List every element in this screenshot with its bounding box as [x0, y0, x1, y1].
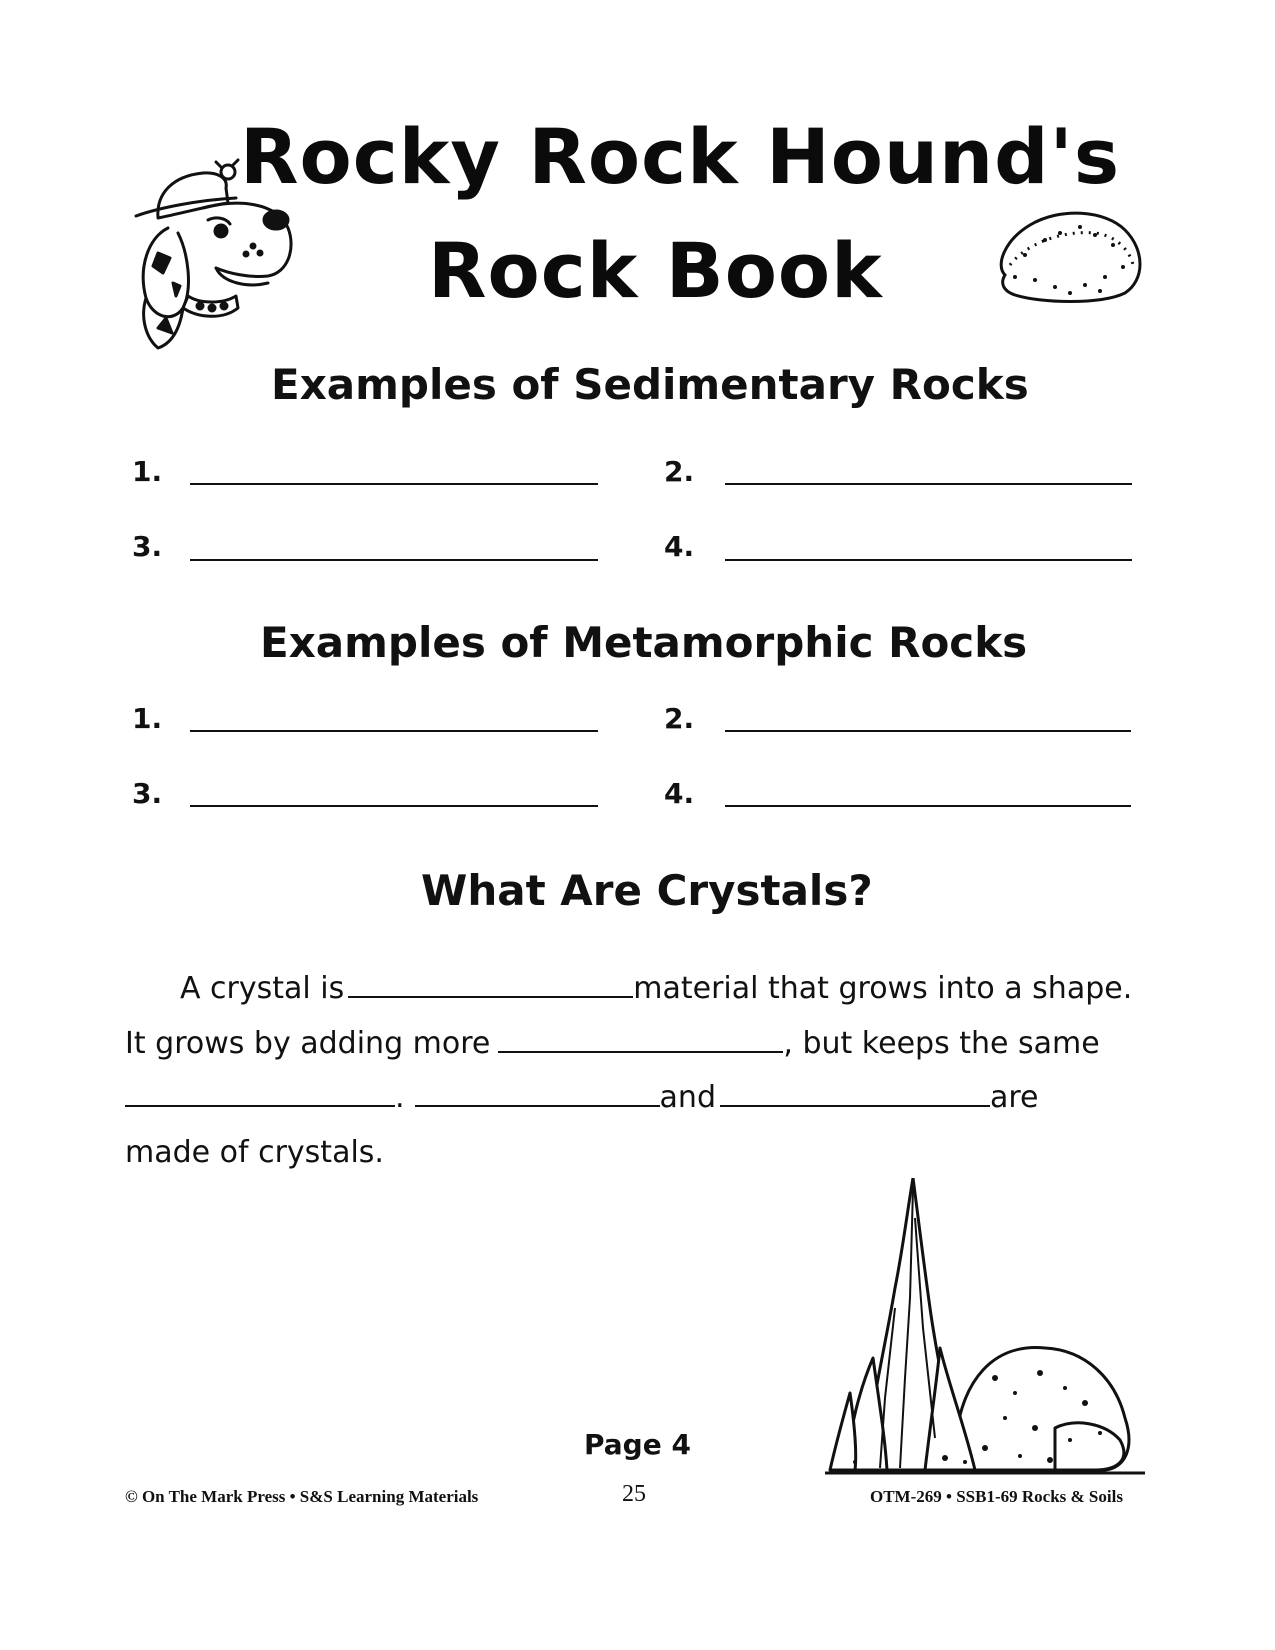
- crystal-blank-2[interactable]: [498, 1025, 783, 1053]
- crystal-blank-4[interactable]: [415, 1079, 660, 1107]
- page-number: 25: [622, 1481, 646, 1507]
- crystal-paragraph-line-4: [125, 1125, 1125, 1180]
- sed-number-4: 4.: [664, 530, 695, 563]
- met-answer-line-1[interactable]: [190, 730, 598, 732]
- footer-product-code: OTM-269 • SSB1-69 Rocks & Soils: [870, 1487, 1123, 1506]
- footer-publisher: © On The Mark Press • S&S Learning Materials: [125, 1487, 479, 1506]
- sed-answer-line-1[interactable]: [190, 483, 598, 485]
- crystal-blank-3[interactable]: [125, 1079, 395, 1107]
- crystal-text-4: made of crystals.: [125, 1135, 384, 1170]
- crystal-blank-1[interactable]: [348, 970, 633, 998]
- title-line-2: Rock Book: [428, 226, 883, 315]
- met-answer-line-4[interactable]: [725, 805, 1131, 807]
- met-number-2: 2.: [664, 702, 695, 735]
- rock-icon: [985, 205, 1150, 310]
- met-answer-line-2[interactable]: [725, 730, 1131, 732]
- met-number-4: 4.: [664, 777, 695, 810]
- crystal-text-3c: are: [990, 1080, 1039, 1115]
- crystal-paragraph-line-3: [125, 1070, 1125, 1125]
- crystal-text-2b: , but keeps the same: [783, 1026, 1100, 1061]
- crystal-blank-5[interactable]: [720, 1079, 990, 1107]
- crystal-paragraph-line-1: [125, 961, 1133, 1016]
- sedimentary-heading: Examples of Sedimentary Rocks: [271, 360, 1029, 409]
- sed-number-3: 3.: [132, 530, 163, 563]
- metamorphic-heading: Examples of Metamorphic Rocks: [260, 618, 1028, 667]
- crystal-text-3a: .: [395, 1080, 405, 1115]
- met-number-3: 3.: [132, 777, 163, 810]
- crystals-heading: What Are Crystals?: [421, 866, 873, 915]
- crystal-text-2a: It grows by adding more: [125, 1026, 491, 1061]
- crystal-paragraph-line-2: [125, 1016, 1125, 1071]
- sed-answer-line-2[interactable]: [725, 483, 1132, 485]
- crystal-formation-icon: [825, 1178, 1145, 1483]
- page-label: Page 4: [584, 1428, 691, 1461]
- crystal-text-1b: material that grows into a shape.: [633, 971, 1133, 1006]
- sed-number-2: 2.: [664, 455, 695, 488]
- sed-answer-line-3[interactable]: [190, 559, 598, 561]
- sed-answer-line-4[interactable]: [725, 559, 1132, 561]
- crystal-text-1a: A crystal is: [180, 971, 345, 1006]
- met-answer-line-3[interactable]: [190, 805, 598, 807]
- title-line-1: Rocky Rock Hound's: [240, 112, 1121, 201]
- met-number-1: 1.: [132, 702, 163, 735]
- sed-number-1: 1.: [132, 455, 163, 488]
- crystal-text-3b: and: [659, 1080, 716, 1115]
